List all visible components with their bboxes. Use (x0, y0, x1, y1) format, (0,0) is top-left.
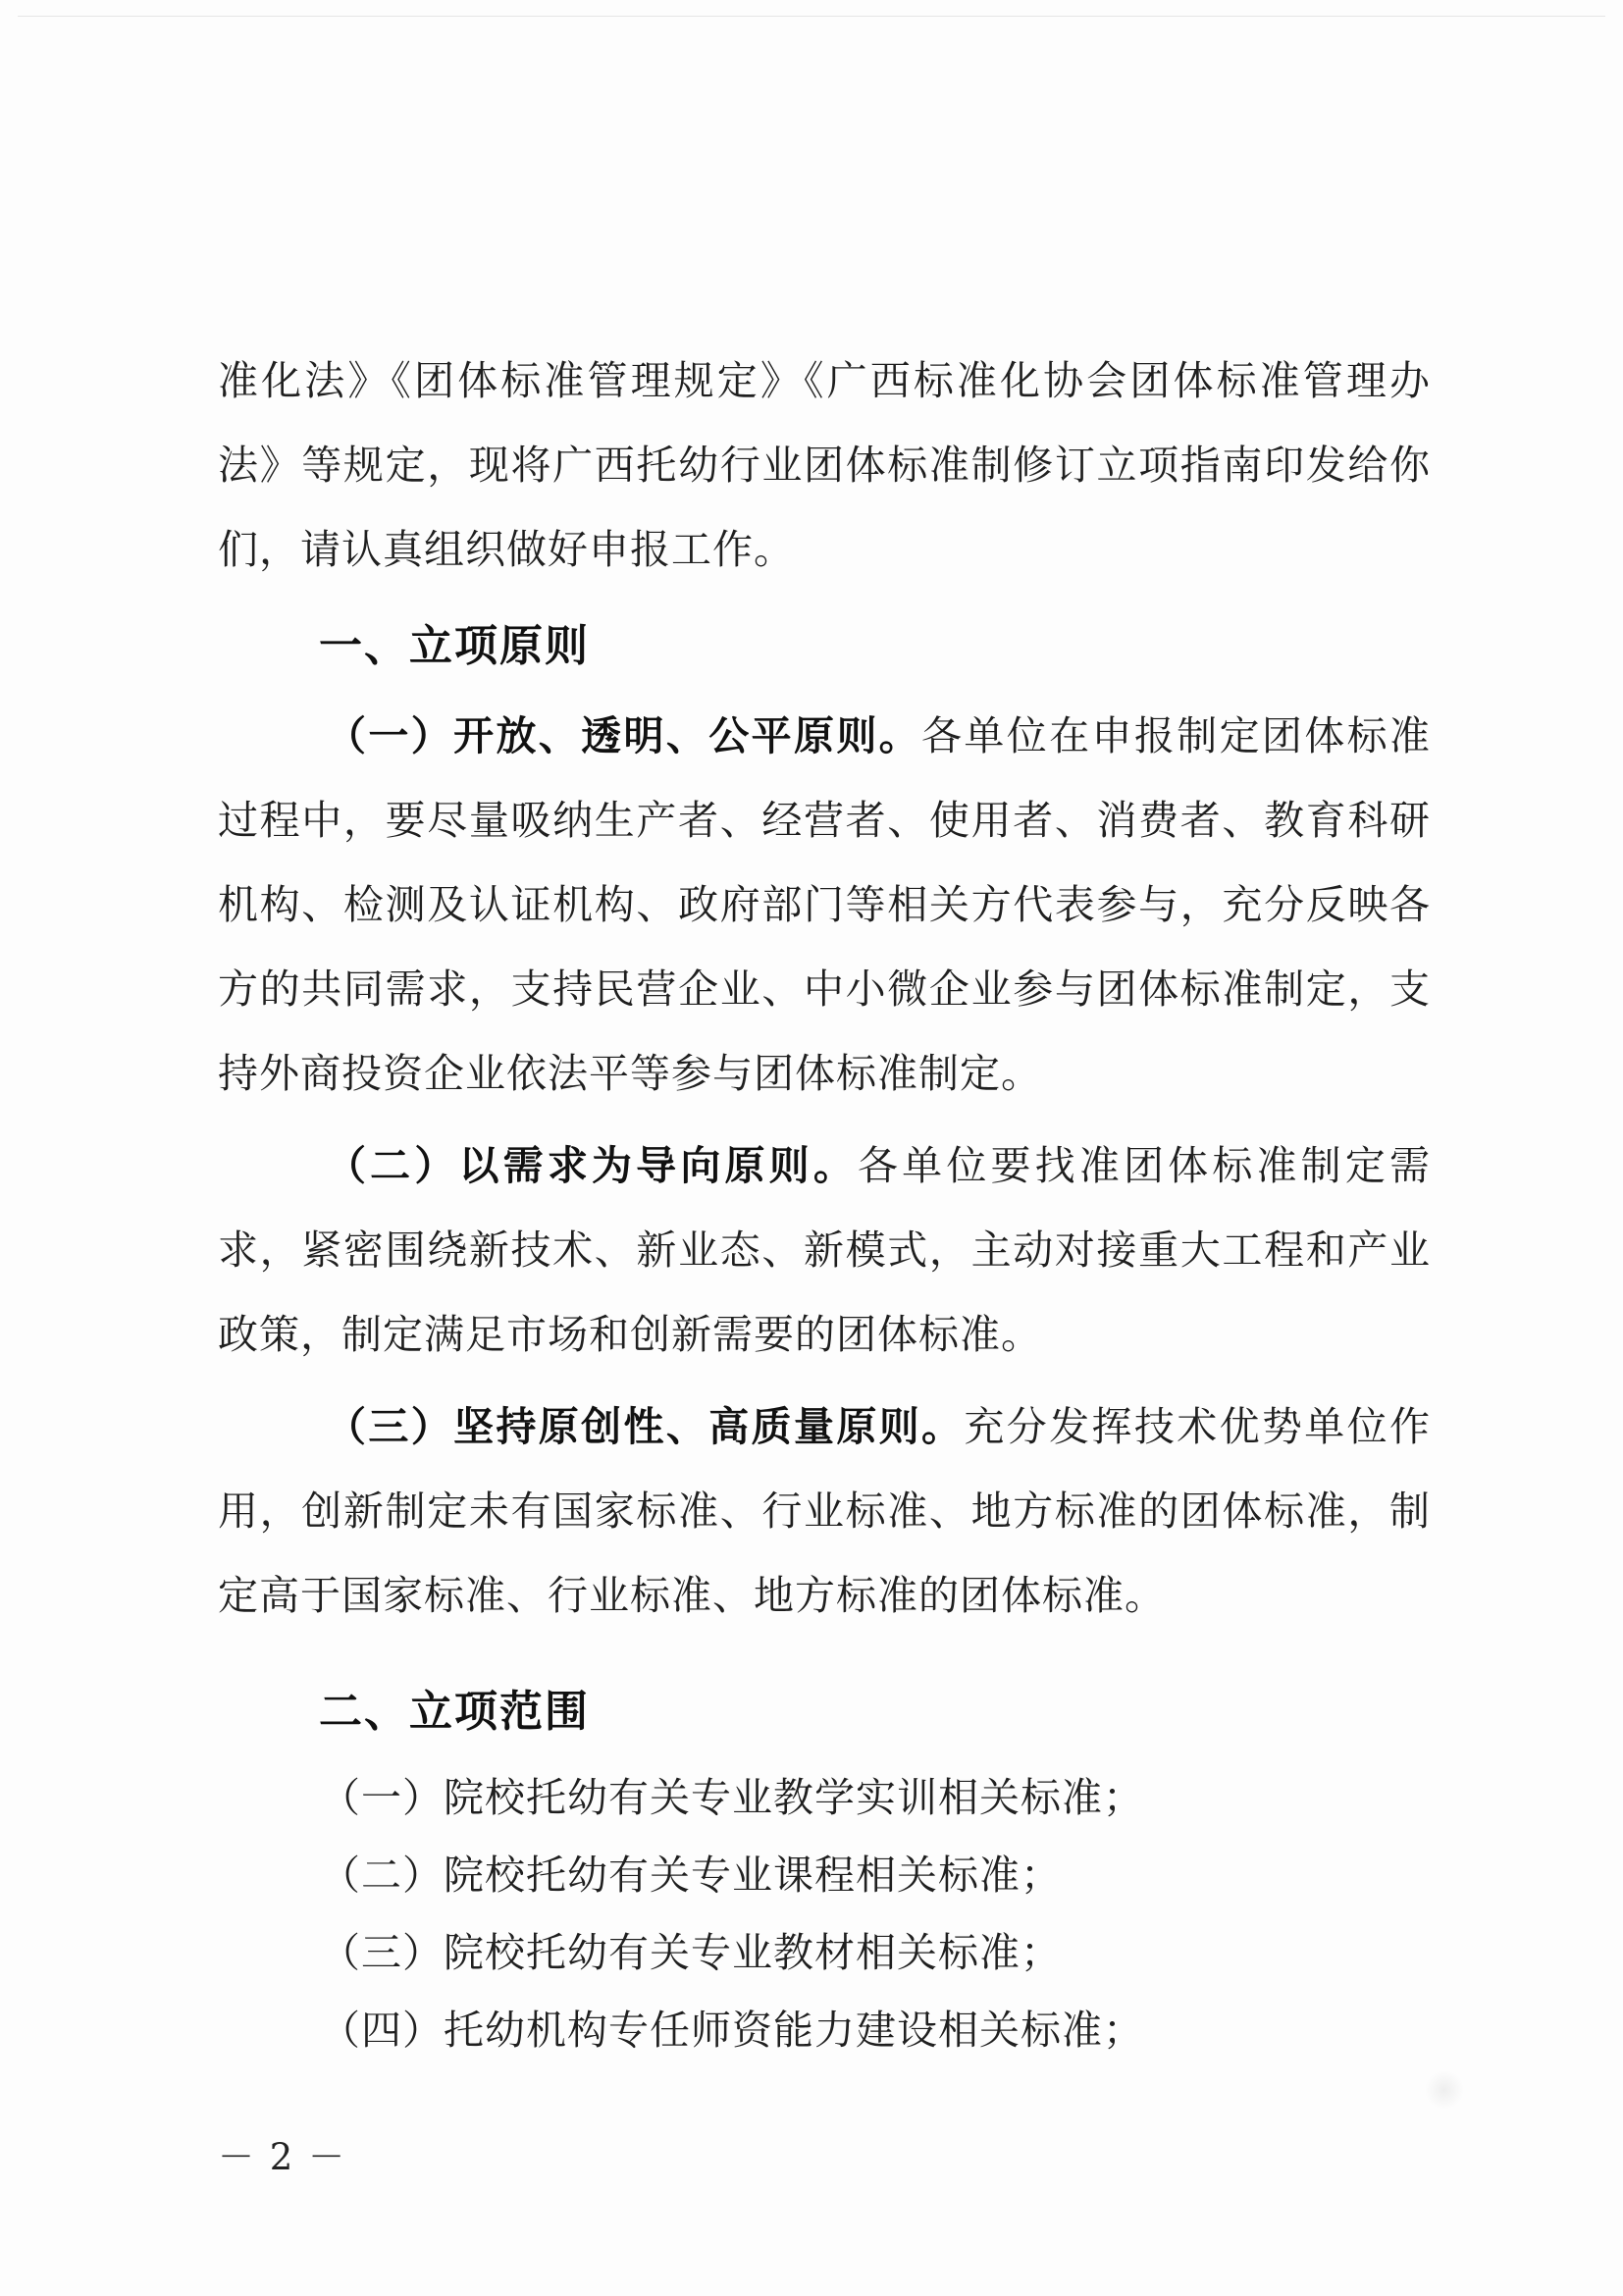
document-body (218, 339, 1431, 2069)
scope-item-1: （一）院校托幼有关专业教学实训相关标准； (320, 1774, 1144, 1821)
principle-2-body: 各单位要找准团体标准制定需求，紧密围绕新技术、新业态、新模式，主动对接重大工程和产业政策，制定满足市场和创新需要的团体标准。 (218, 1142, 1431, 1358)
principle-3-body: 充分发挥技术优势单位作用，创新制定未有国家标准、行业标准、地方标准的团体标准，制定高于国家标准、行业标准、地方标准的团体标准。 (218, 1403, 1432, 1619)
scope-item-3: （三）院校托幼有关专业教材相关标准； (320, 1929, 1062, 1976)
scope-item-2: （二）院校托幼有关专业课程相关标准； (320, 1852, 1062, 1899)
scope-item-4: （四）托幼机构专任师资能力建设相关标准； (320, 2007, 1144, 2054)
top-edge-line (18, 16, 1605, 17)
faint-stamp-mark (1425, 2070, 1464, 2110)
intro-paragraph: 准化法》《团体标准管理规定》《广西标准化协会团体标准管理办法》等规定，现将广西托幼行业团体标准制修订立项指南印发给你们，请认真组织做好申报工作。 (218, 357, 1431, 573)
spacer (218, 1377, 1431, 1384)
spacer (218, 1638, 1431, 1665)
section-heading-2: 二、立项范围 (319, 1687, 590, 1737)
section-heading-1: 一、立项原则 (319, 621, 590, 671)
page-number: － 2 － (218, 2136, 347, 2178)
principle-2-title: （二）以需求为导向原则。 (326, 1142, 858, 1189)
principle-1-body: 各单位在申报制定团体标准过程中，要尽量吸纳生产者、经营者、使用者、消费者、教育科研机构、检测及认证机构、政府部门等相关方代表参与，充分反映各方的共同需求，支持民营企业、中小微企业参与团体标准制定，支持外商投资企业依法平等参与团体标准制定。 (218, 712, 1432, 1097)
principle-3-title: （三）坚持原创性、高质量原则。 (326, 1403, 965, 1450)
principle-2-paragraph (218, 1123, 1431, 1377)
spacer (218, 1116, 1431, 1123)
principle-1-paragraph (218, 694, 1431, 1116)
principle-3-paragraph (218, 1384, 1431, 1638)
spacer (218, 592, 1431, 600)
principle-1-title: （一）开放、透明、公平原则。 (326, 712, 922, 759)
